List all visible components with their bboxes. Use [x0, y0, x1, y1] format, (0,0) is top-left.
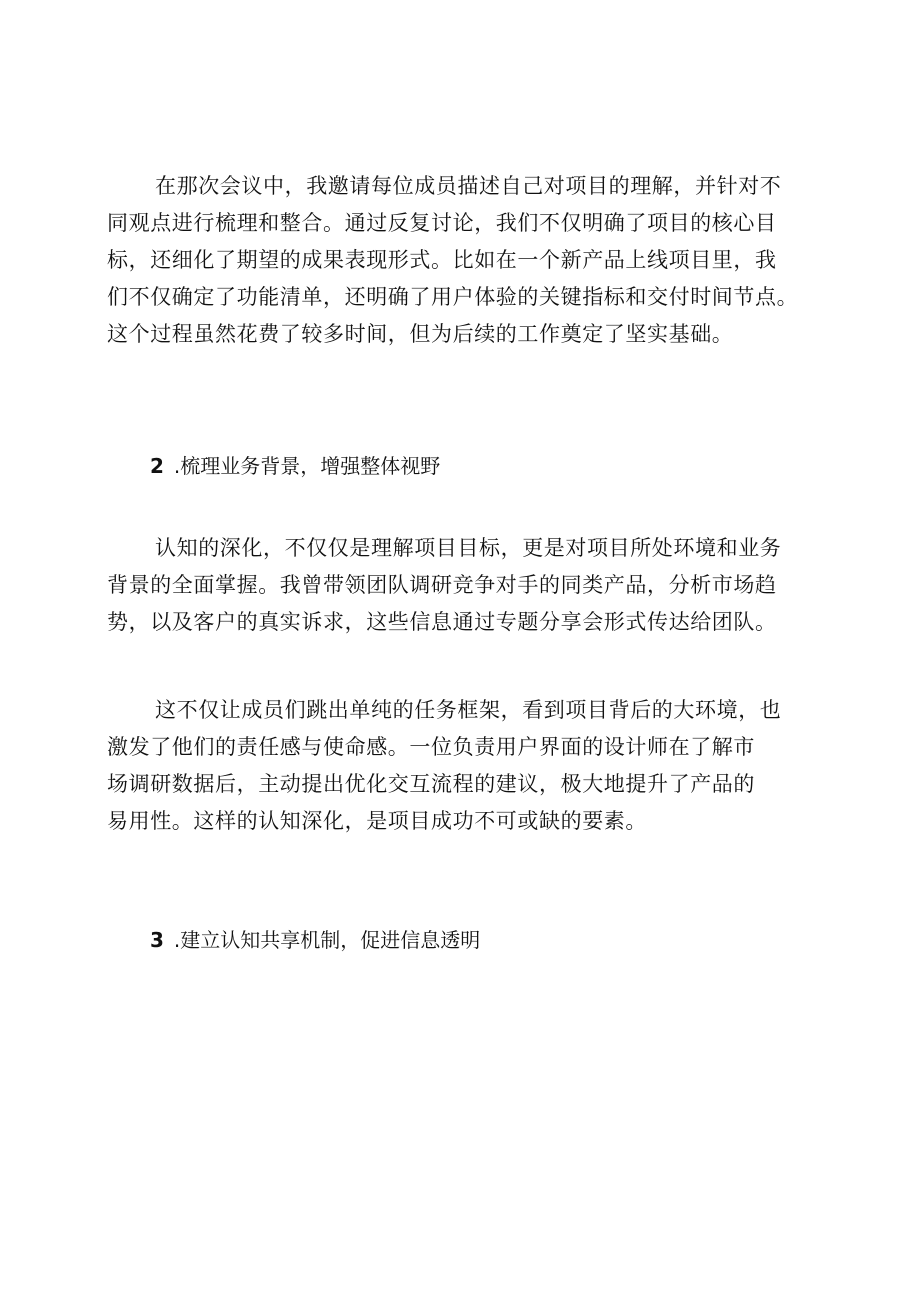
heading-text: .建立认知共享机制，促进信息透明 — [173, 928, 481, 952]
paragraph-line: 在那次会议中，我邀请每位成员描述自己对项目的理解，并针对不 — [155, 174, 782, 198]
paragraph-line: 们不仅确定了功能清单，还明确了用户体验的关键指标和交付时间节点。 — [107, 285, 799, 309]
paragraph-line: 背景的全面掌握。我曾带领团队调研竞争对手的同类产品，分析市场趋 — [107, 573, 777, 597]
paragraph-business-background — [107, 530, 827, 641]
paragraph-line: 势，以及客户的真实诉求，这些信息通过专题分享会形式传达给团队。 — [107, 610, 777, 634]
paragraph-line: 场调研数据后，主动提出优化交互流程的建议，极大地提升了产品的 — [107, 772, 755, 796]
paragraph-line: 这个过程虽然花费了较多时间，但为后续的工作奠定了坚实基础。 — [107, 322, 734, 346]
paragraph-line: 易用性。这样的认知深化，是项目成功不可或缺的要素。 — [107, 809, 647, 833]
section-heading-3 — [150, 925, 480, 955]
paragraph-meeting — [107, 168, 827, 353]
paragraph-line: 标，还细化了期望的成果表现形式。比如在一个新产品上线项目里，我 — [107, 248, 777, 272]
paragraph-line: 这不仅让成员们跳出单纯的任务框架，看到项目背后的大环境，也 — [155, 698, 782, 722]
heading-number: 3 — [150, 928, 164, 952]
paragraph-impact — [107, 692, 827, 840]
heading-text: .梳理业务背景，增强整体视野 — [173, 454, 441, 478]
section-heading-2 — [150, 451, 440, 481]
paragraph-line: 认知的深化，不仅仅是理解项目目标，更是对项目所处环境和业务 — [155, 536, 782, 560]
paragraph-line: 激发了他们的责任感与使命感。一位负责用户界面的设计师在了解市 — [107, 735, 755, 759]
paragraph-line: 同观点进行梳理和整合。通过反复讨论，我们不仅明确了项目的核心目 — [107, 211, 777, 235]
heading-number: 2 — [150, 454, 164, 478]
